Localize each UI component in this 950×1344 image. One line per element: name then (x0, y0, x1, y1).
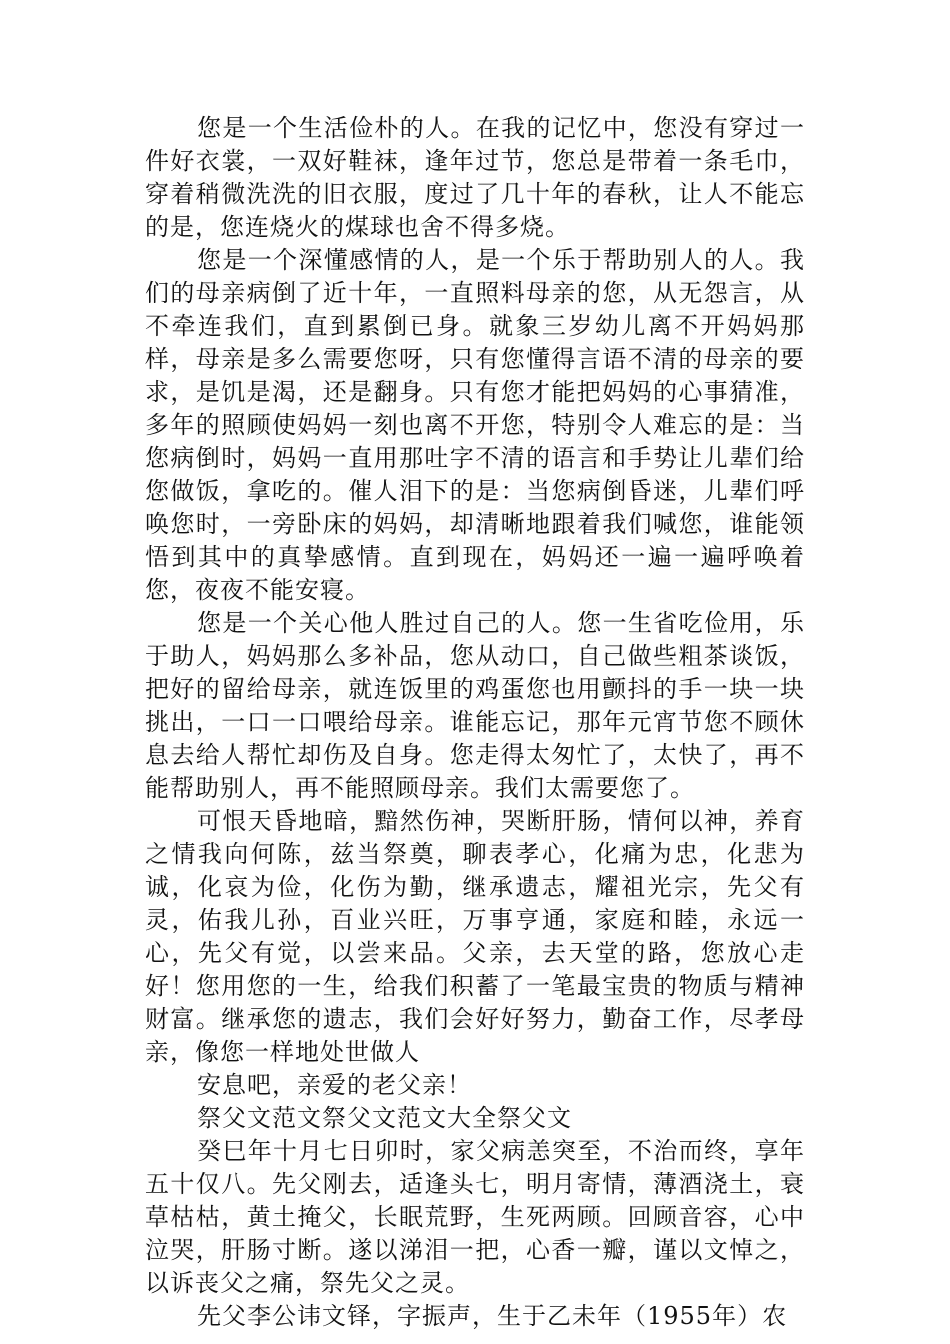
document-body (145, 112, 805, 1333)
paragraph-caring-for-mother: 您是一个深懂感情的人，是一个乐于帮助别人的人。我们的母亲病倒了近十年，一直照料母亲的您，从无怨言，从不牵连我们，直到累倒已身。就象三岁幼儿离不开妈妈那样，母亲是多么需要您呀，只有您懂得言语不清的母亲的要求，是饥是渴，还是翻身。只有您才能把妈妈的心事猜准，多年的照顾使妈妈一刻也离不开您，特别令人难忘的是：当您病倒时，妈妈一直用那吐字不清的语言和手势让儿辈们给您做饭，拿吃的。催人泪下的是：当您病倒昏迷，儿辈们呼唤您时，一旁卧床的妈妈，却清晰地跟着我们喊您，谁能领悟到其中的真挚感情。直到现在，妈妈还一遍一遍呼唤着您，夜夜不能安寝。 (145, 246, 805, 604)
paragraph-frugal-life: 您是一个生活俭朴的人。在我的记忆中，您没有穿过一件好衣裳，一双好鞋袜，逢年过节，您总是带着一条毛巾，穿着稍微洗洗的旧衣服，度过了几十年的春秋，让人不能忘的是，您连烧火的煤球也舍不得多烧。 (145, 114, 805, 241)
paragraph-farewell: 安息吧，亲爱的老父亲！ (197, 1071, 472, 1099)
paragraph-biography: 先父李公讳文铎，字振声，生于乙未年（1955年）农 (197, 1302, 788, 1330)
paragraph-mourning: 可恨天昏地暗，黯然伤神，哭断肝肠，情何以神，养育之情我向何陈，兹当祭奠，聊表孝心，化痛为忠，化悲为诚，化哀为俭，化伤为勤，继承遗志，耀祖光宗，先父有灵，佑我儿孙，百业兴旺，万事亨通，家庭和睦，永远一心，先父有觉，以尝来品。父亲，去天堂的路，您放心走好！您用您的一生，给我们积蓄了一笔最宝贵的物质与精神财富。继承您的遗志，我们会好好努力，勤奋工作，尽孝母亲，像您一样地处世做人 (145, 807, 805, 1066)
paragraph-passing: 癸巳年十月七日卯时，家父病恙突至，不治而终，享年五十仅八。先父刚去，适逢头七，明月寄情，薄酒浇土，衰草枯枯，黄土掩父，长眠荒野，生死两顾。回顾音容，心中泣哭，肝肠寸断。遂以涕泪一把，心香一瓣，谨以文悼之，以诉丧父之痛，祭先父之灵。 (145, 1137, 805, 1297)
section-heading: 祭父文范文祭父文范文大全祭父文 (197, 1104, 572, 1132)
paragraph-caring-for-others: 您是一个关心他人胜过自己的人。您一生省吃俭用，乐于助人，妈妈那么多补品，您从动口，自己做些粗茶谈饭，把好的留给母亲，就连饭里的鸡蛋您也用颤抖的手一块一块挑出，一口一口喂给母亲。谁能忘记，那年元宵节您不顾休息去给人帮忙却伤及自身。您走得太匆忙了，太快了，再不能帮助别人，再不能照顾母亲。我们太需要您了。 (145, 609, 805, 802)
